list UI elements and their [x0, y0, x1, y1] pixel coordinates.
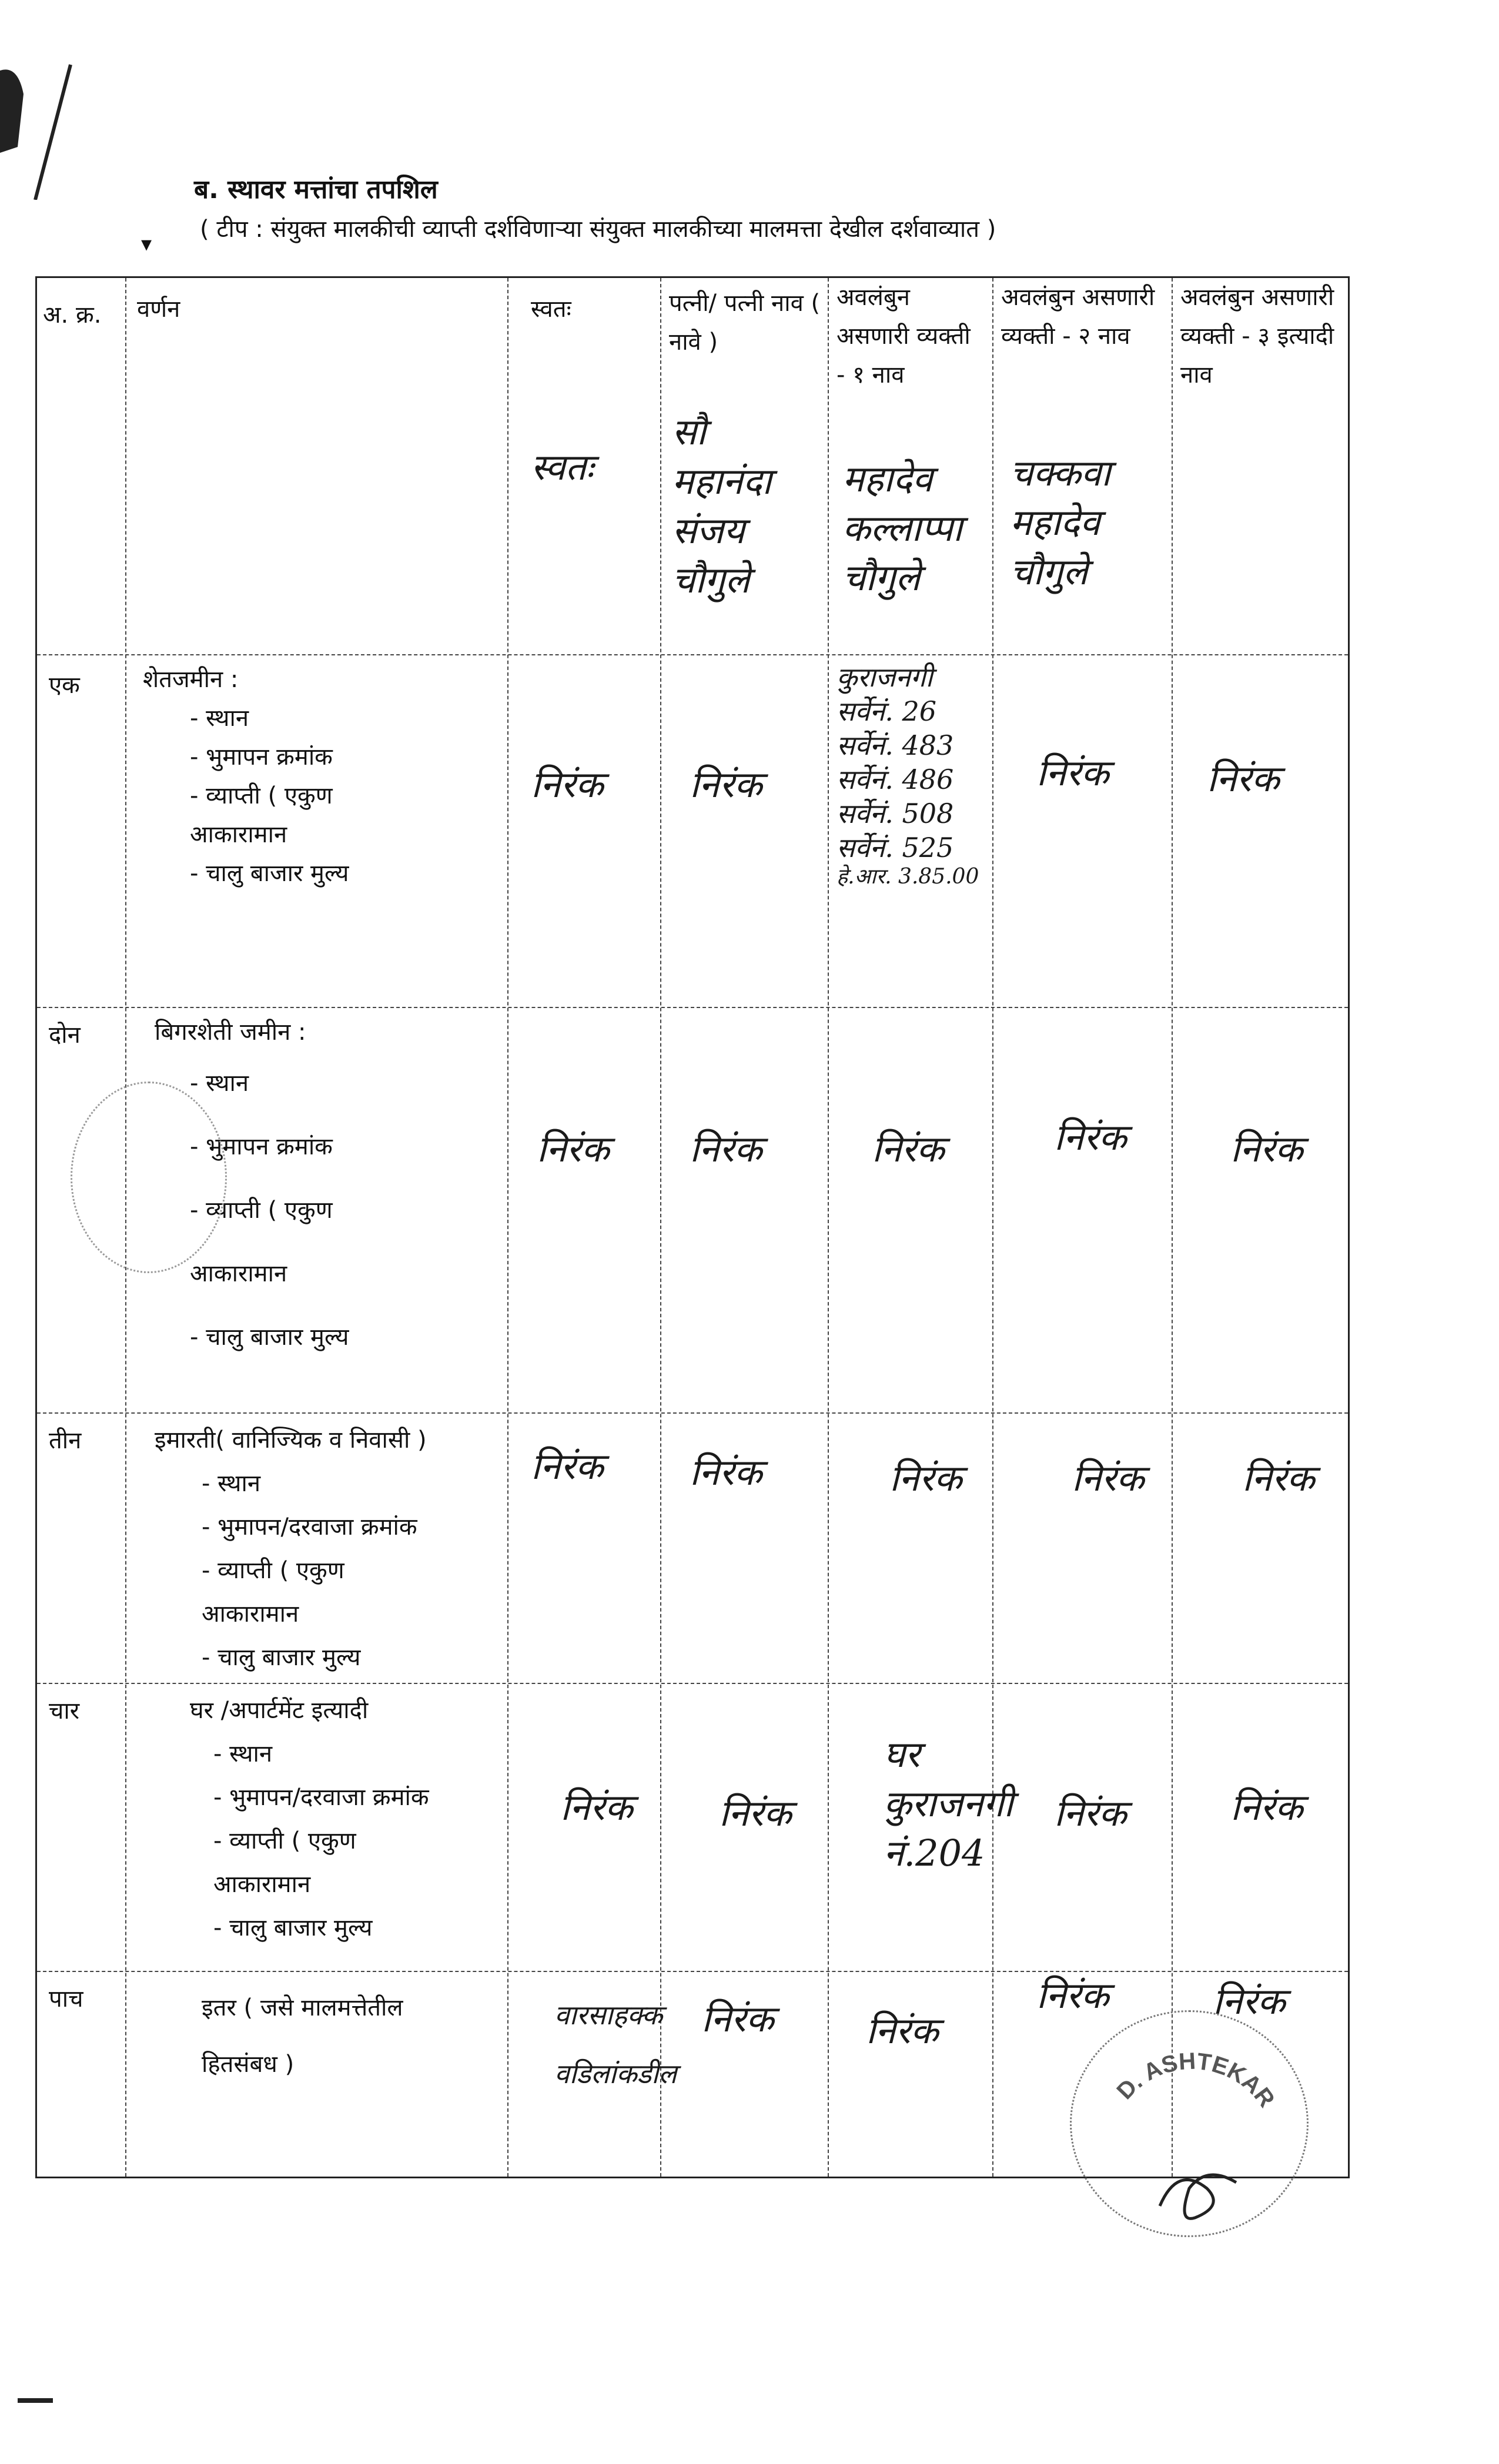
row-3-item: - भुमापन/दरवाजा क्रमांक: [202, 1514, 417, 1541]
row-1-dep1-line: सर्वेनं. 525: [837, 832, 954, 863]
row-1-self: निरंक: [531, 763, 604, 806]
row-2-item: - चालु बाजार मुल्य: [190, 1324, 349, 1351]
row-2-item: - स्थान: [190, 1070, 249, 1097]
row-5-self: [554, 1986, 677, 2103]
name-dependent-1-line: चौगुले: [842, 556, 921, 599]
row-4-dep1-line: नं.204: [884, 1832, 985, 1874]
row-5-dependent-2: निरंक: [1036, 1974, 1109, 2017]
row-3-item: - स्थान: [202, 1470, 261, 1497]
row-5-item: हितसंबध ): [202, 2051, 295, 2078]
row-4-dep1-line: कुराजनगी: [884, 1782, 1013, 1825]
scan-edge-mark: [0, 0, 88, 200]
row-2-self: निरंक: [537, 1127, 610, 1170]
row-4-item: - भुमापन/दरवाजा क्रमांक: [213, 1784, 429, 1811]
row-4-item: - व्याप्ती ( एकुण: [213, 1827, 356, 1854]
row-5-sr: पाच: [49, 1986, 83, 2013]
row-1-item: - स्थान: [190, 705, 249, 732]
row-1-item: - चालु बाजार मुल्य: [190, 860, 349, 887]
row-5-label: इतर ( जसे मालमत्तेतील: [202, 1994, 403, 2021]
faint-stamp: [71, 1082, 227, 1273]
header-spouse: पत्नी/ पत्नी नाव ( नावे ): [669, 290, 821, 356]
row-divider: [37, 1412, 1348, 1414]
row-4-label: घर /अपार्टमेंट इत्यादी: [190, 1697, 369, 1724]
row-5-dependent-1: निरंक: [866, 2009, 939, 2052]
col-divider: [828, 278, 829, 2177]
row-3-item: - व्याप्ती ( एकुण: [202, 1557, 344, 1584]
row-4-spouse: निरंक: [719, 1792, 792, 1834]
row-5-spouse: निरंक: [701, 1997, 774, 2040]
header-desc: वर्णन: [137, 296, 180, 323]
col-divider: [660, 278, 661, 2177]
row-3-self: निरंक: [531, 1445, 604, 1488]
section-note: ( टीप : संयुक्त मालकीची व्याप्ती दर्शविणाऱ्या संयुक्त मालकीच्या मालमत्ता देखील दर्शवाव्यात ): [200, 216, 996, 243]
row-3-spouse: निरंक: [690, 1451, 762, 1494]
row-2-spouse: निरंक: [690, 1127, 762, 1170]
row-3-dependent-3: निरंक: [1242, 1457, 1315, 1499]
row-4-item: - चालु बाजार मुल्य: [213, 1914, 373, 1941]
header-dependent-2: अवलंबुन असणारी व्यक्ती - २ नाव: [1001, 284, 1155, 350]
name-dependent-1-line: कल्लाप्पा: [842, 507, 963, 550]
row-1-item: आकारामान: [190, 821, 287, 848]
row-3-item: - चालु बाजार मुल्य: [202, 1644, 361, 1671]
row-3-sr: तीन: [49, 1427, 82, 1454]
row-4-item: - स्थान: [213, 1740, 273, 1767]
svg-text:D. ASHTEKAR: [1112, 2048, 1280, 2113]
row-2-label: बिगरशेती जमीन :: [155, 1019, 306, 1046]
row-4-dependent-1: [884, 1730, 1013, 1878]
row-divider: [37, 1007, 1348, 1008]
seal-text: D. ASHTEKAR: [1112, 2048, 1280, 2113]
row-4-dependent-2: निरंक: [1054, 1792, 1127, 1834]
row-4-self: निरंक: [560, 1786, 633, 1829]
row-2-item: आकारामान: [190, 1260, 287, 1287]
row-5-self-line: वारसाहक्क: [554, 1999, 663, 2031]
row-1-sr: एक: [49, 672, 80, 699]
row-2-sr: दोन: [49, 1022, 81, 1049]
row-1-dependent-1: [837, 660, 979, 889]
col-divider: [992, 278, 993, 2177]
row-5-dependent-3: निरंक: [1213, 1980, 1286, 2023]
bullet-icon: ▾: [141, 232, 152, 256]
assets-table: [35, 276, 1350, 2178]
name-dependent-1-line: महादेव: [842, 457, 933, 500]
row-4-sr: चार: [49, 1698, 80, 1725]
row-2-dependent-1: निरंक: [872, 1127, 945, 1170]
notary-seal: [1070, 2010, 1309, 2237]
name-dependent-1: [842, 454, 962, 602]
name-spouse-line: महानंदा: [672, 460, 772, 503]
row-1-item: - भुमापन क्रमांक: [190, 744, 333, 771]
row-divider: [37, 654, 1348, 655]
col-divider: [507, 278, 508, 2177]
header-self: स्वतः: [531, 296, 571, 323]
col-divider: [1172, 278, 1173, 2177]
name-spouse-line: सौ: [672, 410, 706, 453]
row-3-item: आकारामान: [202, 1601, 299, 1628]
name-spouse-line: चौगुले: [672, 558, 750, 601]
header-dependent-1: अवलंबुन असणारी व्यक्ती - १ नाव: [837, 284, 971, 389]
row-3-dependent-1: निरंक: [889, 1457, 962, 1499]
row-1-dep1-line: सर्वेनं. 483: [837, 729, 954, 761]
seal-graphic: [1072, 2012, 1307, 2235]
row-5-desc: [202, 1980, 501, 2093]
header-dependent-3: अवलंबुन असणारी व्यक्ती - ३ इत्यादी नाव: [1180, 284, 1334, 389]
name-dependent-2: [1010, 448, 1110, 597]
row-2-dependent-3: निरंक: [1230, 1127, 1303, 1170]
row-1-dep1-line: हे.आर. 3.85.00: [837, 865, 979, 889]
row-1-label: शेतजमीन :: [143, 666, 239, 693]
name-dependent-2-line: चौगुले: [1010, 550, 1088, 593]
row-1-dep1-line: सर्वेनं. 486: [837, 764, 954, 795]
row-4-desc: [190, 1689, 507, 1950]
row-2-item: - व्याप्ती ( एकुण: [190, 1197, 333, 1224]
row-divider: [37, 1683, 1348, 1684]
name-dependent-2-line: महादेव: [1010, 501, 1100, 544]
row-3-dependent-2: निरंक: [1072, 1457, 1145, 1499]
row-4-dep1-line: घर: [884, 1733, 921, 1776]
row-1-dep1-line: सर्वेनं. 26: [837, 695, 936, 727]
row-2-item: - भुमापन क्रमांक: [190, 1133, 333, 1160]
row-1-desc: [143, 660, 501, 893]
row-1-dep1-line: सर्वेनं. 508: [837, 798, 954, 829]
row-1-dep1-line: कुराजनगी: [837, 661, 933, 693]
row-1-item: - व्याप्ती ( एकुण: [190, 782, 333, 809]
header-sr: अ. क्र.: [43, 302, 102, 329]
section-title: ब. स्थावर मत्तांचा तपशिल: [194, 175, 438, 205]
row-1-spouse: निरंक: [690, 763, 762, 806]
row-4-dependent-3: निरंक: [1230, 1786, 1303, 1829]
row-divider: [37, 1971, 1348, 1972]
name-spouse: [672, 407, 771, 605]
scan-footer-mark: [18, 2398, 53, 2403]
row-1-dependent-2: निरंक: [1036, 751, 1109, 794]
row-1-dependent-3: निरंक: [1207, 757, 1280, 800]
row-3-label: इमारती( वानिज्यिक व निवासी ): [155, 1427, 427, 1454]
name-self: स्वतः: [531, 446, 594, 488]
row-2-dependent-2: निरंक: [1054, 1116, 1127, 1159]
name-spouse-line: संजय: [672, 509, 745, 552]
name-dependent-2-line: चक्कवा: [1010, 451, 1111, 494]
row-5-self-line: वडिलांकडील: [554, 2058, 677, 2090]
row-4-item: आकारामान: [213, 1871, 311, 1898]
row-3-desc: [155, 1418, 501, 1679]
